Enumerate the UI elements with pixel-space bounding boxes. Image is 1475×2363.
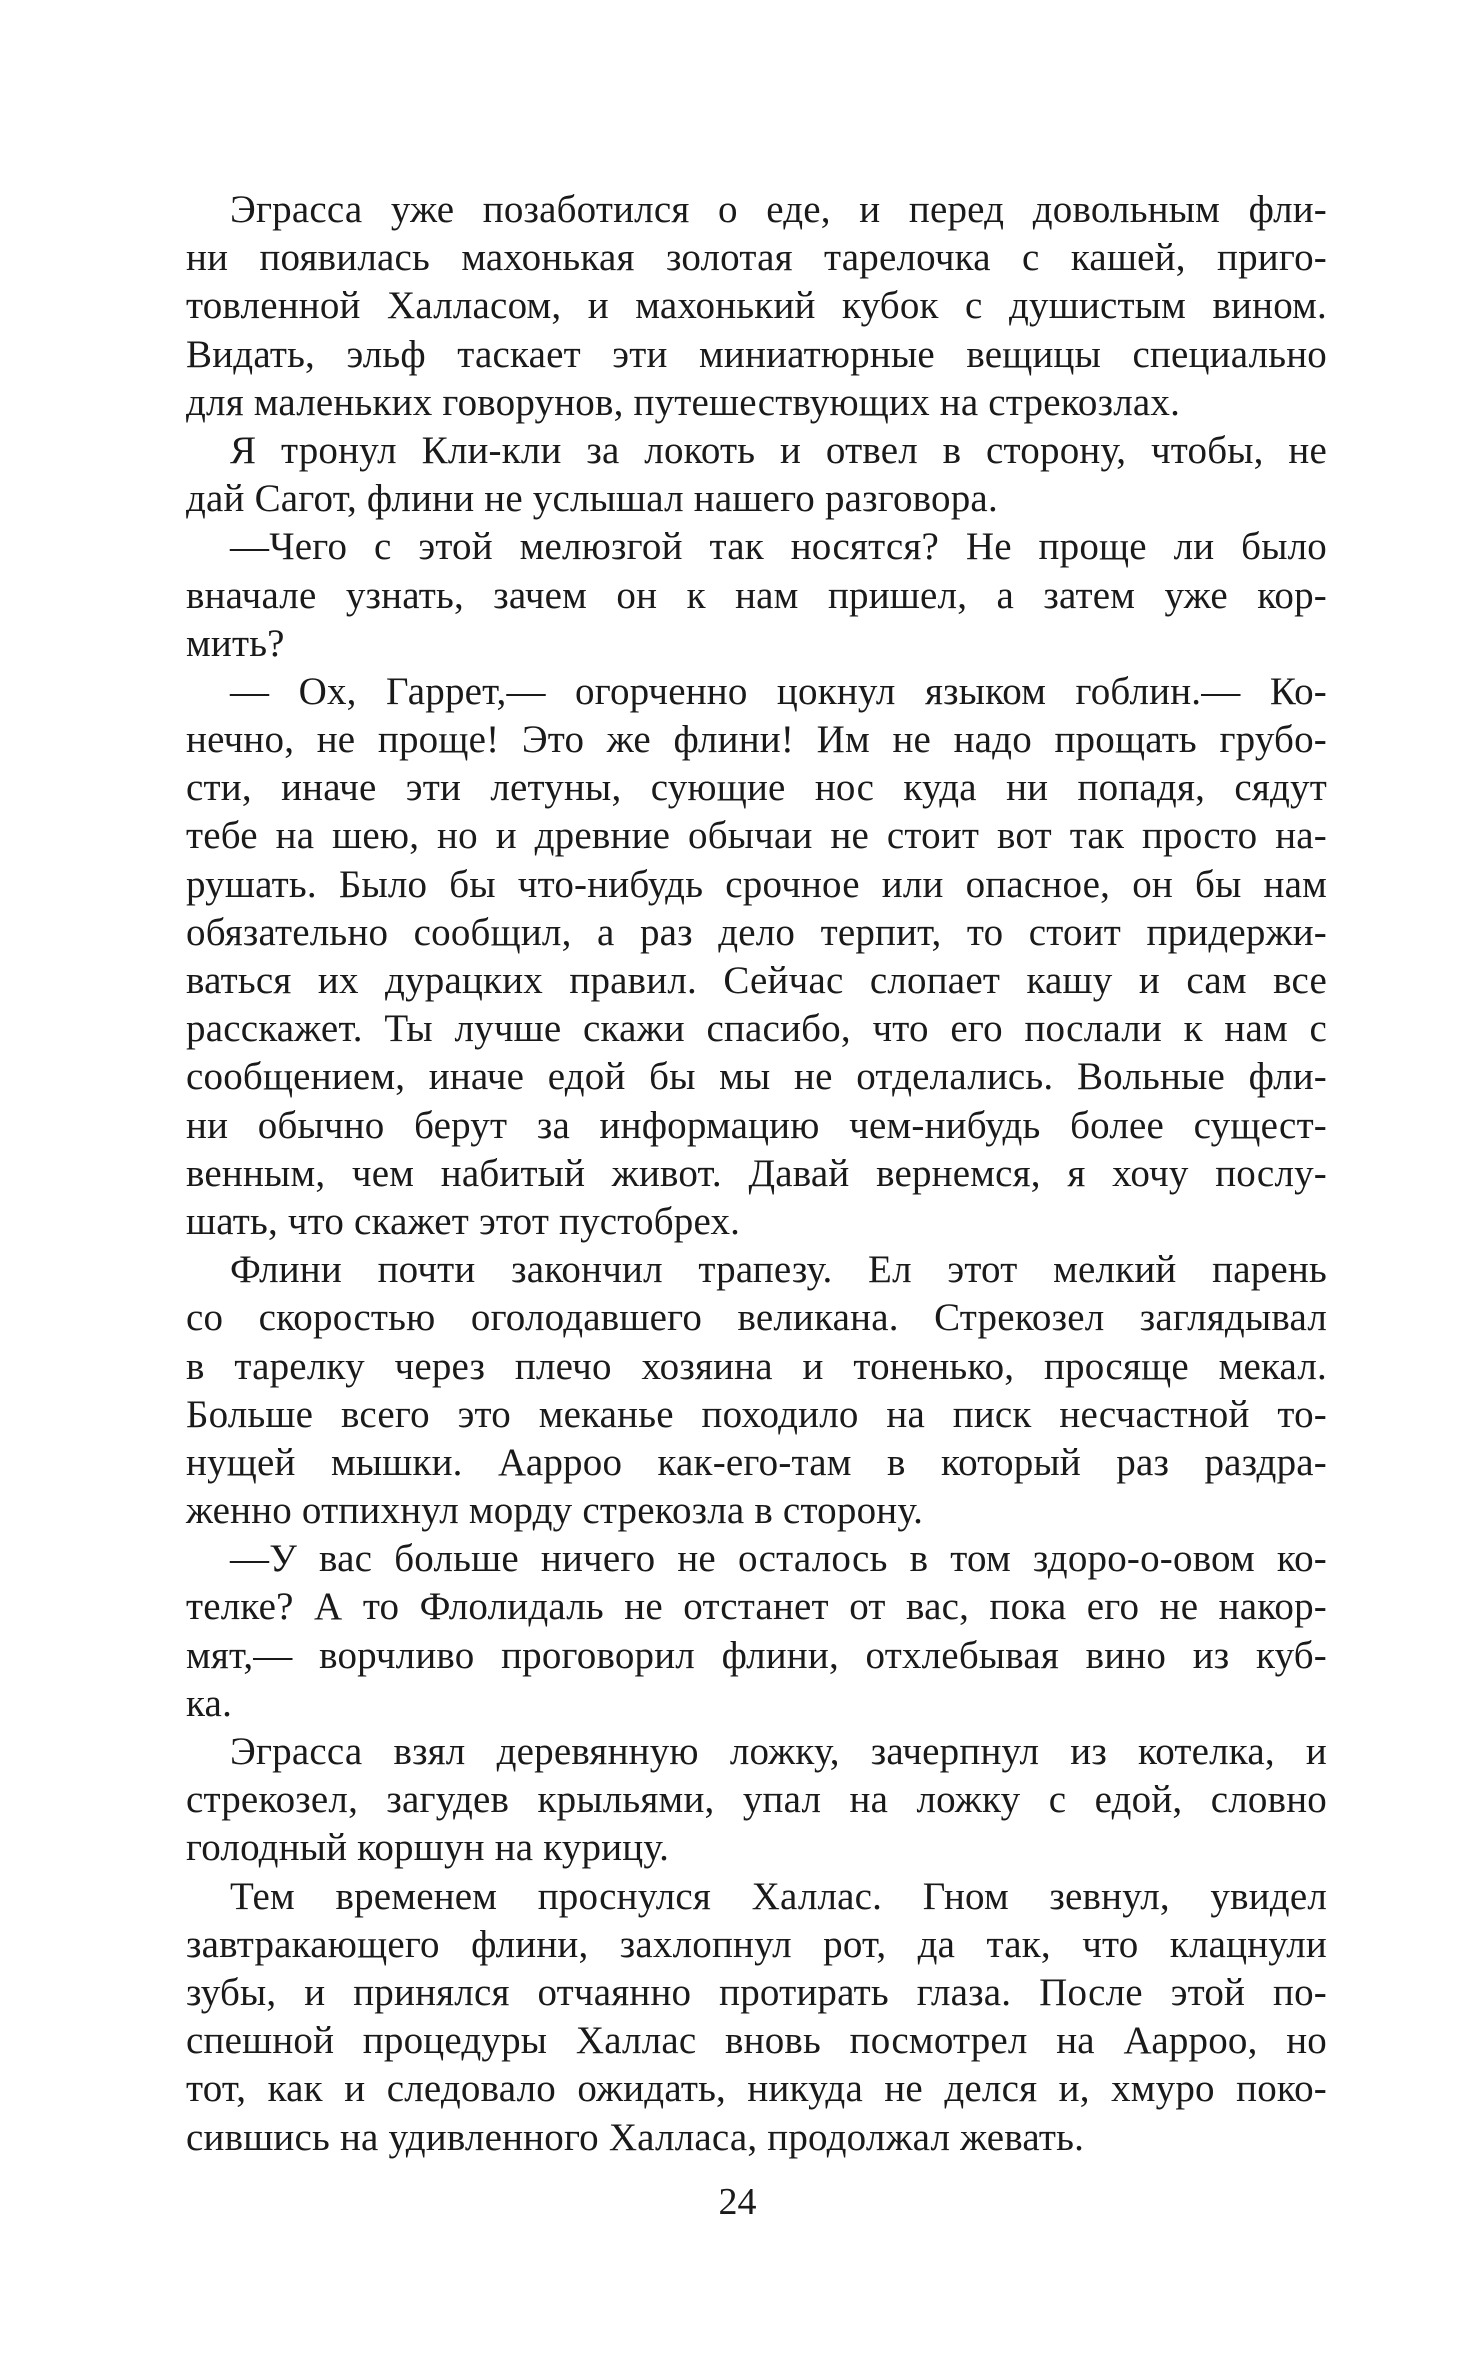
text-line: дай Сагот, флини не услышал нашего разговора. bbox=[186, 477, 998, 521]
text-line: телке? А то Флолидаль не отстанет от вас, пока его не накор- bbox=[186, 1585, 1327, 1629]
text-line: завтракающего флини, захлопнул рот, да так, что клацнули bbox=[186, 1922, 1327, 1966]
text-line: мить? bbox=[186, 621, 285, 665]
text-line: сившись на удивленного Халласа, продолжал жевать. bbox=[186, 2115, 1085, 2159]
page-number: 24 bbox=[718, 2181, 757, 2223]
text-line: сообщением, иначе едой бы мы не отделались. Вольные фли- bbox=[186, 1055, 1327, 1099]
text-line: ни появилась махонькая золотая тарелочка с кашей, приго- bbox=[186, 236, 1327, 280]
text-line: расскажет. Ты лучше скажи спасибо, что его послали к нам с bbox=[186, 1007, 1327, 1051]
text-line: в тарелку через плечо хозяина и тоненько, просяще мекал. bbox=[186, 1344, 1327, 1388]
text-line: Видать, эльф таскает эти миниатюрные вещицы специально bbox=[186, 332, 1327, 376]
text-line: зубы, и принялся отчаянно протирать глаза. После этой по- bbox=[186, 1970, 1327, 2014]
text-line: ни обычно берут за информацию чем-нибудь более сущест- bbox=[186, 1103, 1327, 1147]
text-line: женно отпихнул морду стрекозла в сторону. bbox=[186, 1489, 924, 1533]
text-line: венным, чем набитый живот. Давай вернемся, я хочу послу- bbox=[186, 1151, 1327, 1195]
text-line: ка. bbox=[186, 1681, 233, 1725]
text-line: голодный коршун на курицу. bbox=[186, 1826, 670, 1870]
text-line: товленной Халласом, и махонький кубок с душистым вином. bbox=[186, 284, 1327, 328]
text-line: —Чего с этой мелюзгой так носятся? Не проще ли было bbox=[230, 525, 1327, 569]
text-line: тебе на шею, но и древние обычаи не стоит вот так просто на- bbox=[186, 814, 1327, 858]
body-text bbox=[186, 186, 1327, 2162]
text-line: со скоростью оголодавшего великана. Стрекозел заглядывал bbox=[186, 1296, 1327, 1340]
text-line: мят,— ворчливо проговорил флини, отхлебывая вино из куб- bbox=[186, 1633, 1327, 1677]
text-line: стрекозел, загудев крыльями, упал на ложку с едой, словно bbox=[186, 1778, 1327, 1822]
text-line: Эграсса взял деревянную ложку, зачерпнул из котелка, и bbox=[230, 1730, 1327, 1773]
text-line: Я тронул Кли-кли за локоть и отвел в сторону, чтобы, не bbox=[230, 428, 1327, 472]
text-line: шать, что скажет этот пустобрех. bbox=[186, 1199, 741, 1243]
text-line: —У вас больше ничего не осталось в том здоро-о-овом ко- bbox=[230, 1537, 1327, 1581]
text-line: вначале узнать, зачем он к нам пришел, а затем уже кор- bbox=[186, 573, 1327, 617]
text-line: тот, как и следовало ожидать, никуда не делся и, хмуро поко- bbox=[186, 2067, 1327, 2111]
text-line: — Ох, Гаррет,— огорченно цокнул языком гоблин.— Ко- bbox=[230, 669, 1327, 713]
text-line: Тем временем проснулся Халлас. Гном зевнул, увидел bbox=[230, 1874, 1327, 1918]
text-line: сти, иначе эти летуны, сующие нос куда ни попадя, сядут bbox=[186, 766, 1327, 810]
text-line: нущей мышки. Ааррoo как-его-там в который раз раздра- bbox=[186, 1440, 1327, 1484]
text-line: спешной процедуры Халлас вновь посмотрел на Ааррoo, но bbox=[186, 2019, 1327, 2063]
text-line: нечно, не проще! Это же флини! Им не надо прощать грубо- bbox=[186, 718, 1327, 762]
text-line: Флини почти закончил трапезу. Ел этот мелкий парень bbox=[230, 1248, 1327, 1292]
text-line: Эграсса уже позаботился о еде, и перед довольным фли- bbox=[230, 188, 1327, 231]
text-line: для маленьких говорунов, путешествующих на стрекозлах. bbox=[186, 380, 1181, 424]
text-line: Больше всего это меканье походило на писк несчастной то- bbox=[186, 1392, 1327, 1436]
text-line: рушать. Было бы что-нибудь срочное или опасное, он бы нам bbox=[186, 862, 1327, 906]
text-line: обязательно сообщил, а раз дело терпит, то стоит придержи- bbox=[186, 910, 1327, 954]
text-line: ваться их дурацких правил. Сейчас слопает кашу и сам все bbox=[186, 959, 1327, 1002]
